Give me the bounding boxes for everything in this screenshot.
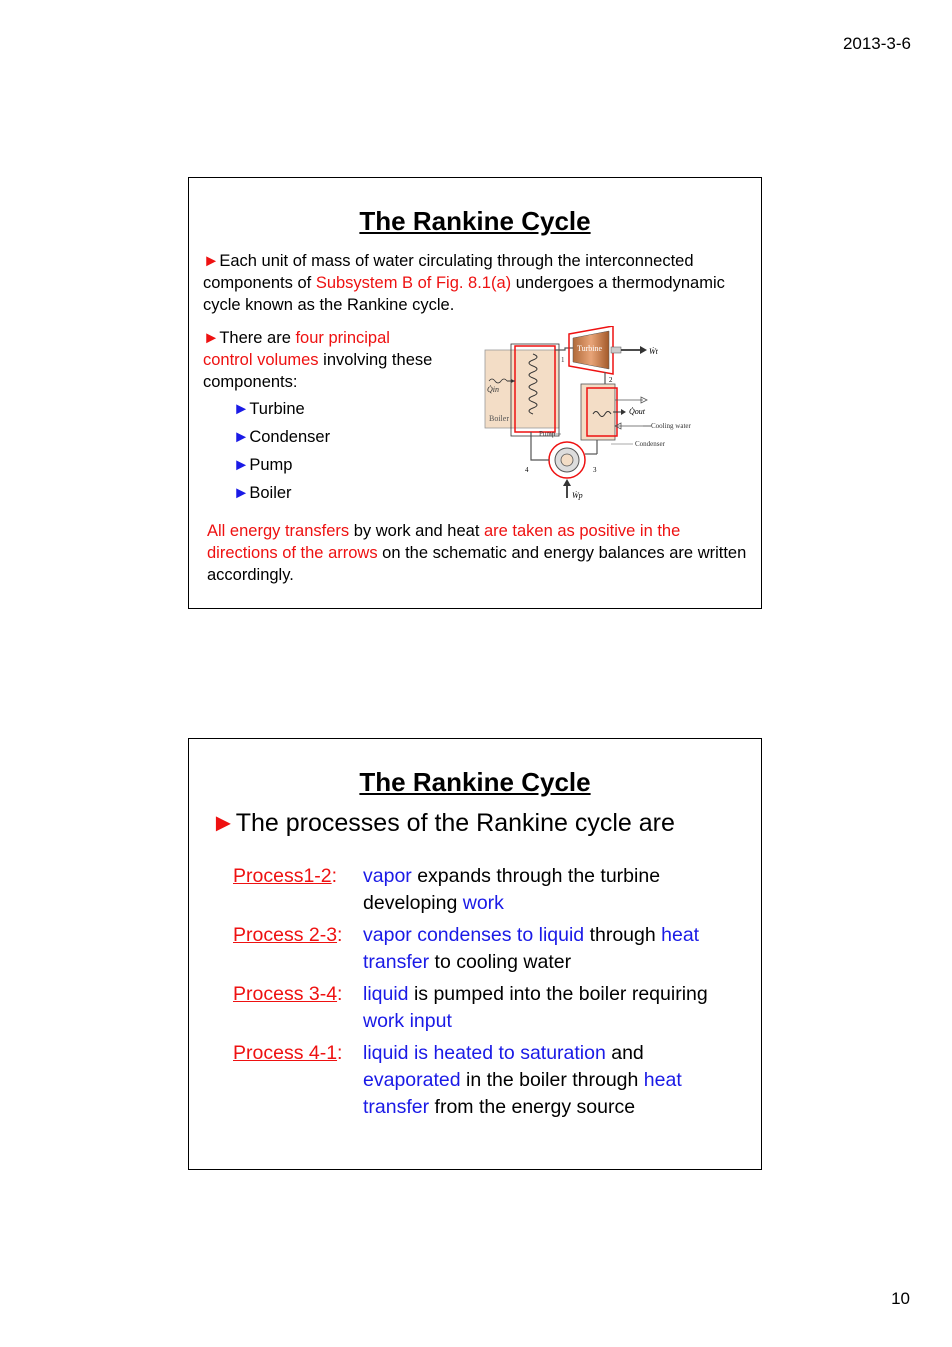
pipe-1 (555, 348, 573, 350)
process-description (363, 922, 743, 976)
proc-part: to cooling water (429, 951, 572, 973)
page-number: 10 (891, 1289, 910, 1308)
slide-2-heading-text: The processes of the Rankine cycle are (235, 809, 675, 837)
slide-1-paragraph-2 (203, 327, 443, 393)
process-colon: : (337, 1042, 343, 1064)
p1-text-a: Each unit of mass of water circulating through the interconnected components of (203, 252, 694, 292)
proc-part: heat transfer (363, 924, 700, 973)
p2-text-a: There are (219, 329, 296, 347)
turbine-shaft (611, 347, 621, 353)
p1-text-b: Subsystem B of Fig. 8.1(a) (315, 274, 512, 292)
proc-part: from the energy source (429, 1096, 636, 1118)
process-colon: : (337, 924, 343, 946)
work-out-arrowhead (640, 346, 647, 354)
bullet-arrow-icon: ► (233, 456, 250, 474)
slide-1 (188, 177, 762, 609)
p3-text-a: All energy transfers (207, 522, 350, 540)
process-label-text: Process 2-3 (233, 924, 338, 946)
slide-1-paragraph-1 (203, 250, 751, 316)
slide-2-heading (211, 809, 675, 838)
turbine-label: Turbine (577, 344, 603, 353)
list-item-label: Pump (249, 456, 293, 474)
proc-part: is pumped into the boiler requiring (408, 983, 708, 1005)
bullet-arrow-icon: ► (233, 484, 250, 502)
boiler-label: Boiler (489, 414, 509, 423)
heat-out-arrowhead (621, 409, 626, 415)
p3-text-c: are taken as positive in the directions of the arrows (207, 522, 681, 562)
process-label-text: Process1-2 (233, 865, 332, 887)
p1-text-c: undergoes a thermodynamic cycle known as the Rankine cycle. (203, 274, 725, 314)
process-description (363, 981, 743, 1035)
list-item-label: Turbine (249, 400, 305, 418)
p3-text-b: by work and heat (349, 522, 484, 540)
bullet-arrow-icon: ► (203, 329, 220, 347)
cooling-water-label: Cooling water (651, 422, 691, 430)
rankine-schematic (481, 326, 721, 506)
component-list (233, 398, 330, 510)
process-label-text: Process 3-4 (233, 983, 338, 1005)
proc-part: liquid (363, 983, 409, 1005)
list-item-label: Boiler (249, 484, 292, 502)
proc-part: and (605, 1042, 644, 1064)
proc-part: through (584, 924, 662, 946)
slide-2-title: The Rankine Cycle (359, 767, 591, 797)
process-label (233, 981, 342, 1008)
bullet-arrow-icon: ► (203, 252, 220, 270)
proc-part: liquid is heated to saturation (363, 1042, 606, 1064)
list-item (233, 454, 330, 482)
p2-text-c: involving these components: (203, 351, 433, 391)
condenser-label: Condenser (635, 440, 665, 448)
proc-part: work input (363, 1010, 452, 1032)
process-description (363, 1040, 743, 1121)
bullet-arrow-icon: ► (211, 809, 236, 837)
slide-1-title: The Rankine Cycle (359, 206, 591, 236)
p3-text-d: on the schematic and energy balances are written accordingly. (207, 544, 747, 584)
proc-part: evaporated (363, 1069, 461, 1091)
process-colon: : (331, 865, 338, 887)
bullet-arrow-icon: ► (233, 400, 250, 418)
header-date: 2013-3-6 (842, 34, 911, 53)
process-description (363, 863, 743, 917)
process-label (233, 863, 337, 890)
state-1-label: 1 (561, 356, 565, 364)
proc-part: vapor condenses to liquid (363, 924, 585, 946)
state-3-label: 3 (593, 466, 597, 474)
slide-1-paragraph-3 (207, 520, 747, 586)
process-colon: : (337, 983, 343, 1005)
bullet-arrow-icon: ► (233, 428, 250, 446)
q-out-label: Q̇out (629, 407, 645, 416)
state-4-label: 4 (525, 466, 529, 474)
process-label (233, 1040, 342, 1067)
slide-2 (188, 738, 762, 1170)
proc-part: work (462, 892, 504, 914)
list-item (233, 398, 330, 426)
state-2-label: 2 (609, 376, 613, 384)
list-item (233, 482, 330, 510)
proc-part: vapor (363, 865, 412, 887)
process-label-text: Process 4-1 (233, 1042, 338, 1064)
proc-part: expands through the turbine developing (363, 865, 661, 914)
process-label (233, 922, 342, 949)
w-p-label: Ẇp (572, 491, 583, 500)
p2-text-b: four principal control volumes (203, 329, 390, 369)
w-t-label: Ẇt (649, 347, 658, 356)
list-item (233, 426, 330, 454)
proc-part: heat transfer (363, 1069, 682, 1118)
list-item-label: Condenser (249, 428, 331, 446)
proc-part: in the boiler through (460, 1069, 644, 1091)
pump-label: Pump (539, 430, 556, 438)
q-in-label: Q̇in (487, 385, 499, 394)
